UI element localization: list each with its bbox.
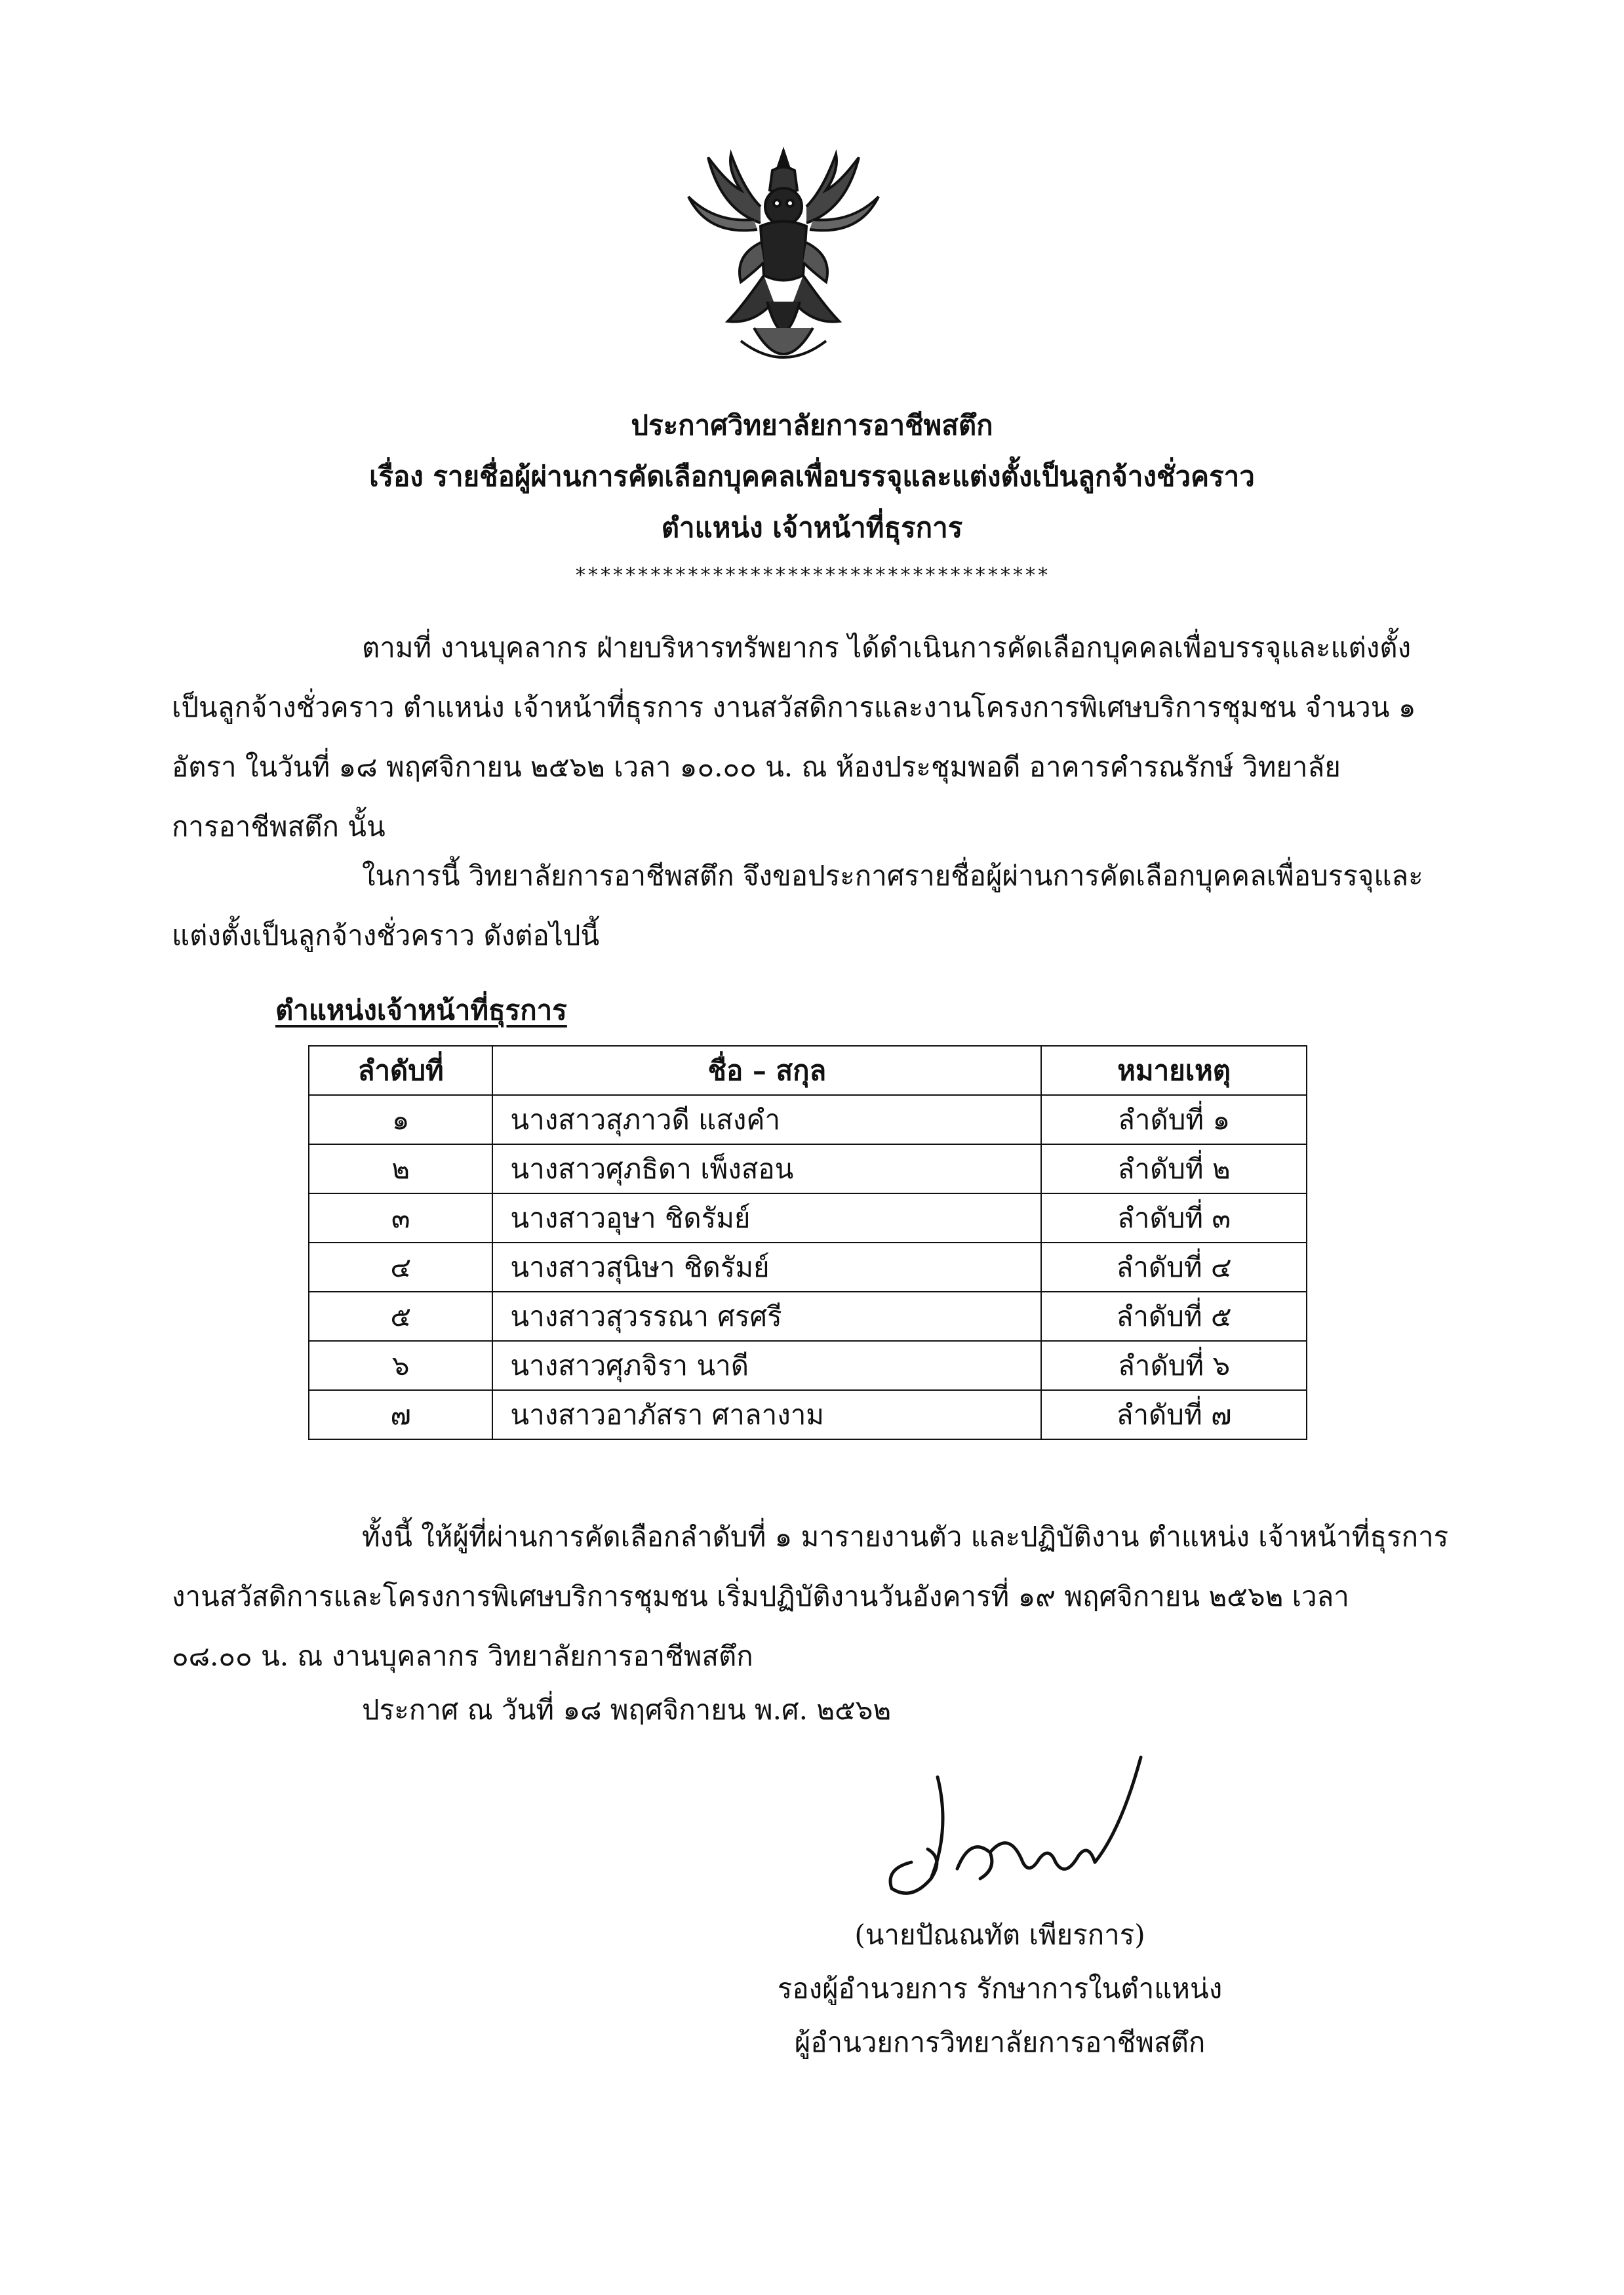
paragraph-line: แต่งตั้งเป็นลูกจ้างชั่วคราว ดังต่อไปนี้ xyxy=(172,919,600,951)
cell-order: ๓ xyxy=(309,1193,492,1243)
paragraph-line: ทั้งนี้ ให้ผู้ที่ผ่านการคัดเลือกลำดับที่ ๑ มารายงานตัว และปฏิบัติงาน ตำแหน่ง เจ้าหน้าที่ธุรการ xyxy=(362,1521,1449,1553)
paragraph-line: ในการนี้ วิทยาลัยการอาชีพสตึก จึงขอประกาศรายชื่อผู้ผ่านการคัดเลือกบุคคลเพื่อบรรจุและ xyxy=(362,860,1423,892)
cell-order: ๔ xyxy=(309,1243,492,1292)
section-title: ตำแหน่งเจ้าหน้าที่ธุรการ xyxy=(275,994,567,1026)
cell-name: นางสาวอุษา ชิดรัมย์ xyxy=(492,1193,1041,1243)
col-header-name: ชื่อ – สกุล xyxy=(492,1046,1041,1095)
signer-name: (นายปัณณทัต เพียรการ) xyxy=(854,1919,1145,1951)
signer-title-1: รองผู้อำนวยการ รักษาการในตำแหน่ง xyxy=(777,1972,1223,2005)
cell-order: ๑ xyxy=(309,1095,492,1144)
paragraph-intro xyxy=(172,618,1452,856)
cell-remark: ลำดับที่ ๖ xyxy=(1041,1341,1307,1390)
cell-remark: ลำดับที่ ๒ xyxy=(1041,1144,1307,1193)
announce-date xyxy=(172,1680,1452,1740)
cell-remark: ลำดับที่ ๑ xyxy=(1041,1095,1307,1144)
table-row xyxy=(309,1095,1307,1144)
cell-remark: ลำดับที่ ๗ xyxy=(1041,1390,1307,1439)
results-table xyxy=(308,1045,1307,1440)
signer-title-2: ผู้อำนวยการวิทยาลัยการอาชีพสตึก xyxy=(794,2026,1206,2058)
table-row xyxy=(309,1390,1307,1439)
cell-name: นางสาวอาภัสรา ศาลางาม xyxy=(492,1390,1041,1439)
table-row xyxy=(309,1341,1307,1390)
table-row xyxy=(309,1193,1307,1243)
cell-order: ๗ xyxy=(309,1390,492,1439)
cell-order: ๖ xyxy=(309,1341,492,1390)
paragraph-line: การอาชีพสตึก นั้น xyxy=(172,810,386,843)
table-header-row xyxy=(309,1046,1307,1095)
cell-name: นางสาวสุวรรณา ศรศรี xyxy=(492,1292,1041,1341)
table-row xyxy=(309,1292,1307,1341)
paragraph-line: อัตรา ในวันที่ ๑๘ พฤศจิกายน ๒๕๖๒ เวลา ๑๐.๐๐ น. ณ ห้องประชุมพอดี อาคารคำรณรักษ์ วิทยาลัย xyxy=(172,751,1341,783)
garuda-emblem-icon xyxy=(682,144,885,380)
cell-remark: ลำดับที่ ๔ xyxy=(1041,1243,1307,1292)
table-row xyxy=(309,1144,1307,1193)
announcement-title: ประกาศวิทยาลัยการอาชีพสตึก xyxy=(631,409,993,441)
cell-name: นางสาวศุภจิรา นาดี xyxy=(492,1341,1041,1390)
announcement-subject: เรื่อง รายชื่อผู้ผ่านการคัดเลือกบุคคลเพื่อบรรจุและแต่งตั้งเป็นลูกจ้างชั่วคราว xyxy=(369,460,1255,492)
star-divider: ************************************** xyxy=(574,564,1050,587)
announce-date-text: ประกาศ ณ วันที่ ๑๘ พฤศจิกายน พ.ศ. ๒๕๖๒ xyxy=(362,1694,892,1726)
col-header-remark: หมายเหตุ xyxy=(1041,1046,1307,1095)
cell-name: นางสาวศุภธิดา เพ็งสอน xyxy=(492,1144,1041,1193)
paragraph-line: ๐๘.๐๐ น. ณ งานบุคลากร วิทยาลัยการอาชีพสตึก xyxy=(172,1640,753,1672)
paragraph-announce xyxy=(172,846,1452,965)
signature-icon xyxy=(859,1738,1167,1908)
paragraph-line: งานสวัสดิการและโครงการพิเศษบริการชุมชน เริ่มปฏิบัติงานวันอังคารที่ ๑๙ พฤศจิกายน ๒๕๖๒ เวลา xyxy=(172,1580,1349,1612)
cell-order: ๒ xyxy=(309,1144,492,1193)
cell-remark: ลำดับที่ ๓ xyxy=(1041,1193,1307,1243)
table-row xyxy=(309,1243,1307,1292)
paragraph-instructions xyxy=(172,1507,1452,1686)
cell-order: ๕ xyxy=(309,1292,492,1341)
announcement-position: ตำแหน่ง เจ้าหน้าที่ธุรการ xyxy=(661,511,963,544)
cell-remark: ลำดับที่ ๕ xyxy=(1041,1292,1307,1341)
cell-name: นางสาวสุนิษา ชิดรัมย์ xyxy=(492,1243,1041,1292)
col-header-order: ลำดับที่ xyxy=(309,1046,492,1095)
cell-name: นางสาวสุภาวดี แสงคำ xyxy=(492,1095,1041,1144)
paragraph-line: เป็นลูกจ้างชั่วคราว ตำแหน่ง เจ้าหน้าที่ธุรการ งานสวัสดิการและงานโครงการพิเศษบริการชุมชน จำนวน ๑ xyxy=(172,691,1416,723)
paragraph-line: ตามที่ งานบุคลากร ฝ่ายบริหารทรัพยากร ได้ดำเนินการคัดเลือกบุคคลเพื่อบรรจุและแต่งตั้ง xyxy=(362,631,1412,664)
